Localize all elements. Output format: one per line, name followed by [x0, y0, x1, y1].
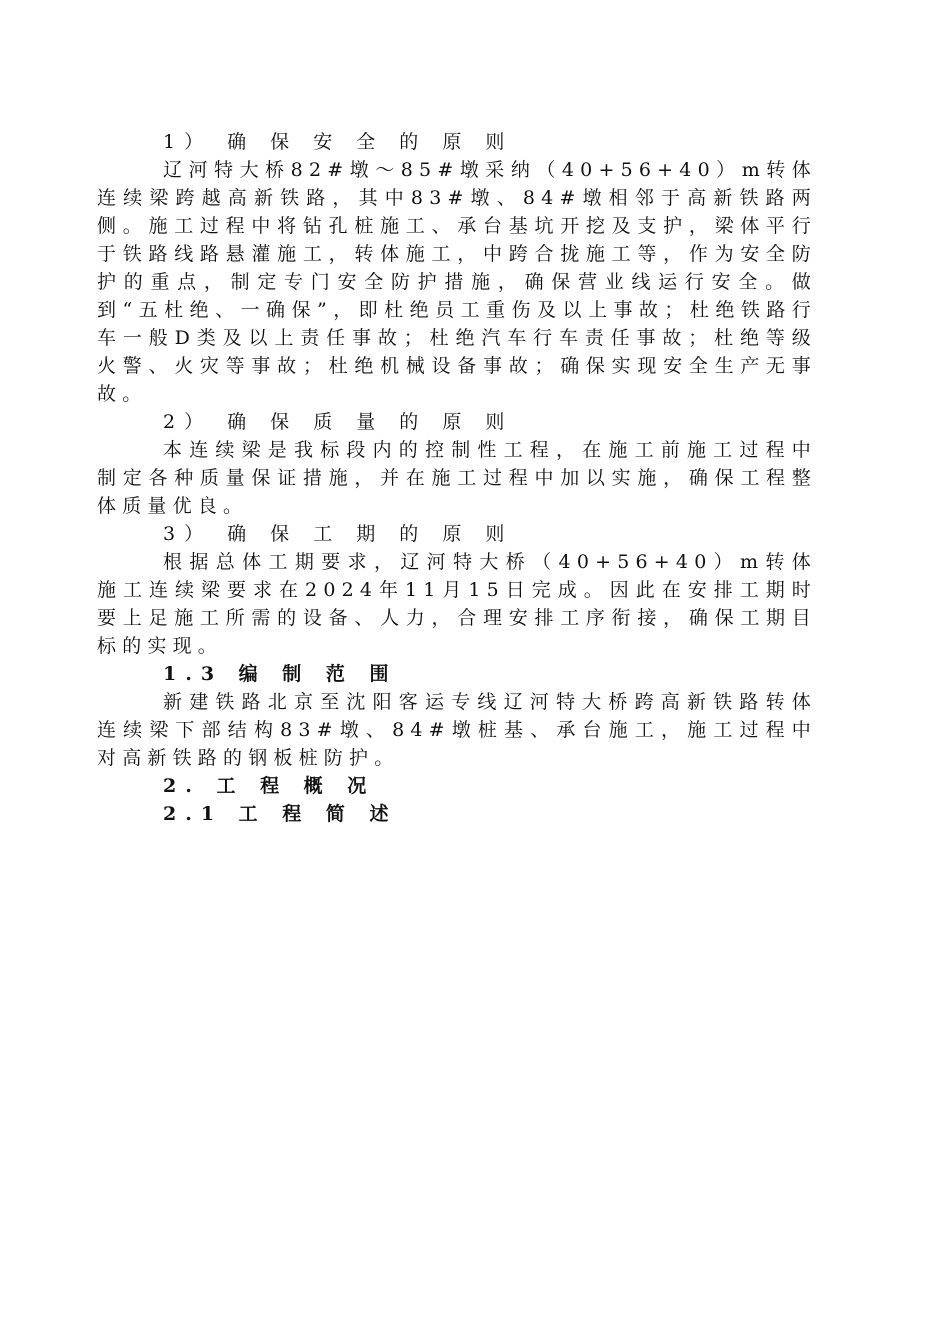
paragraph-quality: 本连续梁是我标段内的控制性工程，在施工前施工过程中制定各种质量保证措施，并在施工过程中加以实施，确保工程整体质量优良。 — [97, 439, 817, 517]
section-heading-scope: 1.3 编 制 范 围 — [163, 663, 398, 685]
section-heading-overview: 2. 工 程 概 况 — [163, 775, 376, 797]
paragraph-scope: 新建铁路北京至沈阳客运专线辽河特大桥跨高新铁路转体连续梁下部结构83#墩、84#墩桩基、承台施工，施工过程中对高新铁路的钢板桩防护。 — [97, 691, 817, 769]
section-heading-quality: 2） 确 保 质 量 的 原 则 — [163, 411, 514, 433]
section-heading-schedule: 3） 确 保 工 期 的 原 则 — [163, 523, 514, 545]
paragraph-schedule: 根据总体工期要求，辽河特大桥（40+56+40）m转体施工连续梁要求在2024年11月15日完成。因此在安排工期时要上足施工所需的设备、人力，合理安排工序衔接，确保工期目标的实现。 — [97, 551, 817, 657]
document-page — [97, 128, 817, 828]
section-heading-summary: 2.1 工 程 简 述 — [163, 803, 398, 825]
section-heading-safety: 1） 确 保 安 全 的 原 则 — [163, 131, 514, 153]
paragraph-safety: 辽河特大桥82#墩～85#墩采纳（40+56+40）m转体连续梁跨越高新铁路，其中83#墩、84#墩相邻于高新铁路两侧。施工过程中将钻孔桩施工、承台基坑开挖及支护，梁体平行于铁路线路悬灌施工，转体施工，中跨合拢施工等，作为安全防护的重点，制定专门安全防护措施，确保营业线运行安全。做到“五杜绝、一确保”，即杜绝员工重伤及以上事故；杜绝铁路行车一般D类及以上责任事故；杜绝汽车行车责任事故；杜绝等级火警、火灾等事故；杜绝机械设备事故；确保实现安全生产无事故。 — [97, 159, 817, 405]
